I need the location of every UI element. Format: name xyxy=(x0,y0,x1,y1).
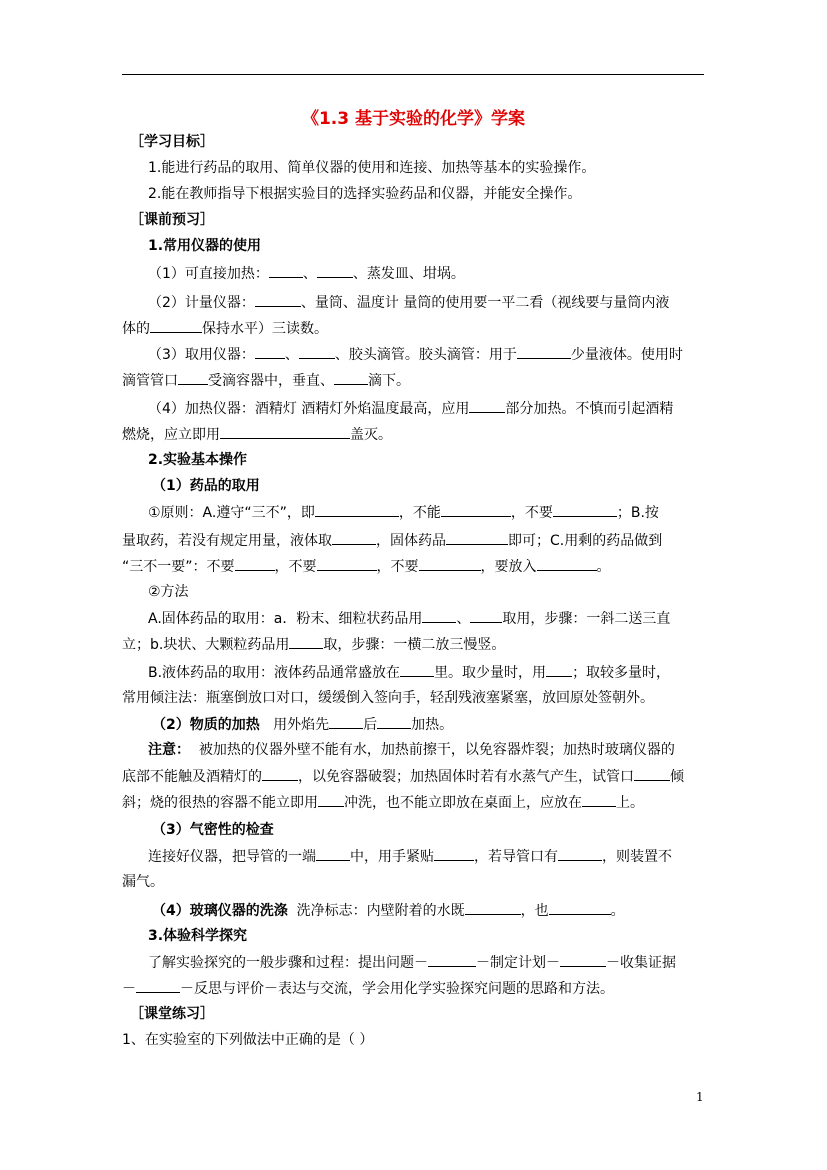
item-measuring-cont: 体的 保持水平）三读数。 xyxy=(122,318,712,339)
inquiry-line-1: 了解实验探究的一般步骤和过程：提出问题－ －制定计划－ －收集证据 xyxy=(148,952,738,973)
goal-1: 1.能进行药品的取用、简单仪器的使用和连接、加热等基本的实验操作。 xyxy=(148,160,596,176)
page-number: 1 xyxy=(696,1090,704,1104)
principle-line-1: ①原则：A.遵守“三不”，即 ，不能 ，不要 ；B.按 xyxy=(148,502,738,523)
liquid-taking-1: B.液体药品的取用：液体药品通常盛放在 里。取少量时，用 ；取较多量时， xyxy=(148,662,738,683)
solid-taking-2: 立；b.块状、大颗粒药品用 取，步骤：一横二放三慢竖。 xyxy=(122,634,712,655)
notes-line-2: 底部不能触及酒精灯的 ，以免容器破裂；加热固体时若有水蒸气产生，试管口 倾 xyxy=(122,766,712,787)
principle-line-3: “三不一要”：不要 ，不要 ，不要 ，要放入 。 xyxy=(122,556,712,577)
method-heading: ②方法 xyxy=(148,584,189,600)
heading-scientific-inquiry: 3.体验科学探究 xyxy=(148,928,248,944)
heading-basic-ops: 2.实验基本操作 xyxy=(148,452,248,468)
airtightness-line-2: 漏气。 xyxy=(122,874,164,890)
item-heating: （4）加热仪器：酒精灯 酒精灯外焰温度最高，应用 部分加热。不慎而引起酒精 xyxy=(148,398,738,419)
heating-substances: （2）物质的加热 用外焰先 后 加热。 xyxy=(152,714,742,735)
heading-taking-chemicals: （1）药品的取用 xyxy=(152,478,260,494)
section-learning-goals: ［学习目标］ xyxy=(130,134,214,150)
goal-2: 2.能在教师指导下根据实验目的选择实验药品和仪器，并能安全操作。 xyxy=(148,186,582,202)
liquid-taking-2: 常用倾注法：瓶塞倒放口对口，缓缓倒入签向手，轻刮残液塞紧塞，放回原处签朝外。 xyxy=(122,690,654,706)
page-title: 《1.3 基于实验的化学》学案 xyxy=(301,109,526,129)
section-classroom-practice: ［课堂练习］ xyxy=(130,1006,214,1022)
airtightness-line-1: 连接好仪器，把导管的一端 中，用手紧贴 ，若导管口有 ，则装置不 xyxy=(148,846,738,867)
notes-line-3: 斜；烧的很热的容器不能立即用 冲洗，也不能立即放在桌面上，应放在 上。 xyxy=(122,792,712,813)
header-rule xyxy=(122,74,704,75)
principle-line-2: 量取药，若没有规定用量，液体取 ，固体药品 即可；C.用剩的药品做到 xyxy=(122,530,712,551)
section-preview: ［课前预习］ xyxy=(130,212,214,228)
item-taking-cont: 滴管管口 受滴容器中，垂直、 滴下。 xyxy=(122,370,712,391)
heading-instruments: 1.常用仪器的使用 xyxy=(148,238,262,254)
exercise-1: 1、在实验室的下列做法中正确的是（ ） xyxy=(122,1032,374,1048)
notes-line-1: 注意： 被加热的仪器外壁不能有水，加热前擦干，以免容器炸裂；加热时玻璃仪器的 xyxy=(148,742,675,758)
heading-airtightness: （3）气密性的检查 xyxy=(152,822,274,838)
solid-taking-1: A.固体药品的取用：a．粉末、细粒状药品用 、 取用，步骤：一斜二送三直 xyxy=(148,608,738,629)
inquiry-line-2: － －反思与评价－表达与交流，学会用化学实验探究问题的思路和方法。 xyxy=(122,978,712,999)
item-taking: （3）取用仪器： 、 、胶头滴管。胶头滴管：用于 少量液体。使用时 xyxy=(148,344,738,365)
item-heating-cont: 燃烧，应立即用 盖灭。 xyxy=(122,424,712,445)
item-direct-heating: （1）可直接加热： 、 、蒸发皿、坩埚。 xyxy=(148,263,738,284)
glassware-washing: （4）玻璃仪器的洗涤 洗净标志：内壁附着的水既 ，也 。 xyxy=(152,900,742,921)
item-measuring: （2）计量仪器： 、量筒、温度计 量筒的使用要一平二看（视线要与量筒内液 xyxy=(148,292,738,313)
